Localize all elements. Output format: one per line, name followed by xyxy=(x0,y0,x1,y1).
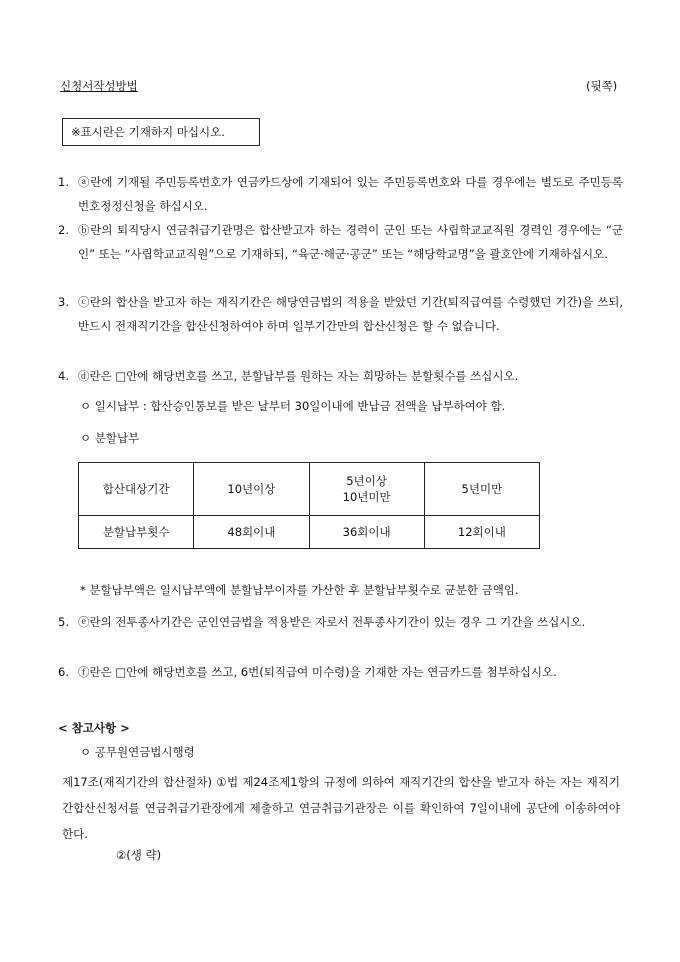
table-header-cell: 합산대상기간 xyxy=(79,463,194,516)
bullet-lump-sum: ㅇ 일시납부 : 합산승인통보를 받은 날부터 30일이내에 반납금 전액을 납부하여야 함. xyxy=(80,399,506,413)
item-text: ⓒ란의 합산을 받고자 하는 재직기간은 해당연금법의 적용을 받았던 기간(퇴직급여를 수령했던 기간)을 쓰되, 반드시 전재직기간을 합산신청하여야 하며 일부기간만의 합산신청은 할 수 없습니다. xyxy=(78,295,623,333)
table-row xyxy=(79,463,540,516)
table-note: * 분할납부액은 일시납부액에 분할납부이자를 가산한 후 분할납부횟수로 균분한 금액임. xyxy=(80,583,519,597)
instruction-item-2 xyxy=(58,218,623,266)
table-header-cell: 5년미만 xyxy=(424,463,539,516)
item-text: ⓓ란은 □안에 해당번호를 쓰고, 분할납부를 원하는 자는 희망하는 분할횟수를 쓰십시오. xyxy=(78,369,519,383)
reference-omitted: ②(생 략) xyxy=(116,848,162,862)
page-side-label: (뒷쪽) xyxy=(586,79,618,93)
item-number: 6. xyxy=(58,665,69,679)
installment-table xyxy=(78,462,540,549)
table-cell: 48회이내 xyxy=(194,516,309,549)
page-title: 신청서작성방법 xyxy=(60,79,138,93)
item-number: 2. xyxy=(58,223,69,237)
bullet-installment: ㅇ 분할납부 xyxy=(80,431,140,445)
notice-box xyxy=(62,118,260,146)
table-cell: 12회이내 xyxy=(424,516,539,549)
instruction-item-6 xyxy=(58,660,623,684)
table-row xyxy=(79,516,540,549)
item-number: 5. xyxy=(58,615,69,629)
table-header-cell: 10년이상 xyxy=(194,463,309,516)
notice-text: ※표시란은 기재하지 마십시오. xyxy=(71,125,225,139)
table-header-cell: 5년이상 10년미만 xyxy=(309,463,424,516)
table-cell: 36회이내 xyxy=(309,516,424,549)
reference-bullet: ㅇ 공무원연금법시행령 xyxy=(80,745,195,759)
item-number: 4. xyxy=(58,369,69,383)
reference-title: < 참고사항 > xyxy=(58,721,130,735)
item-text: ⓑ란의 퇴직당시 연금취급기관명은 합산받고자 하는 경력이 군인 또는 사립학교교직원 경력인 경우에는 “군인” 또는 “사립학교교직원”으로 기재하되, “육군·해군·공군” 또는 “해당학교명”을 괄호안에 기재하십시오. xyxy=(78,223,623,261)
item-text: ⓐ란에 기재될 주민등록번호가 연금카드상에 기재되어 있는 주민등록번호와 다를 경우에는 별도로 주민등록번호정정신청을 하십시오. xyxy=(78,175,623,213)
item-text: ⓕ란은 □안에 해당번호를 쓰고, 6번(퇴직급여 미수령)을 기재한 자는 연금카드를 첨부하십시오. xyxy=(78,665,557,679)
instruction-item-5 xyxy=(58,610,623,634)
instruction-item-4 xyxy=(58,364,623,388)
item-text: ⓔ란의 전투종사기간은 군인연금법을 적용받은 자로서 전투종사기간이 있는 경우 그 기간을 쓰십시오. xyxy=(78,615,586,629)
item-number: 1. xyxy=(58,175,69,189)
instruction-item-1 xyxy=(58,170,623,218)
item-number: 3. xyxy=(58,295,69,309)
reference-paragraph: 제17조(재직기간의 합산절차) ①법 제24조제1항의 규정에 의하여 재직기간의 합산을 받고자 하는 자는 재직기간합산신청서를 연금취급기관장에게 제출하고 연금취급기관장은 이를 확인하여 7일이내에 공단에 이송하여야 한다. xyxy=(62,775,620,841)
table-cell: 분할납부횟수 xyxy=(79,516,194,549)
instruction-item-3 xyxy=(58,290,623,338)
